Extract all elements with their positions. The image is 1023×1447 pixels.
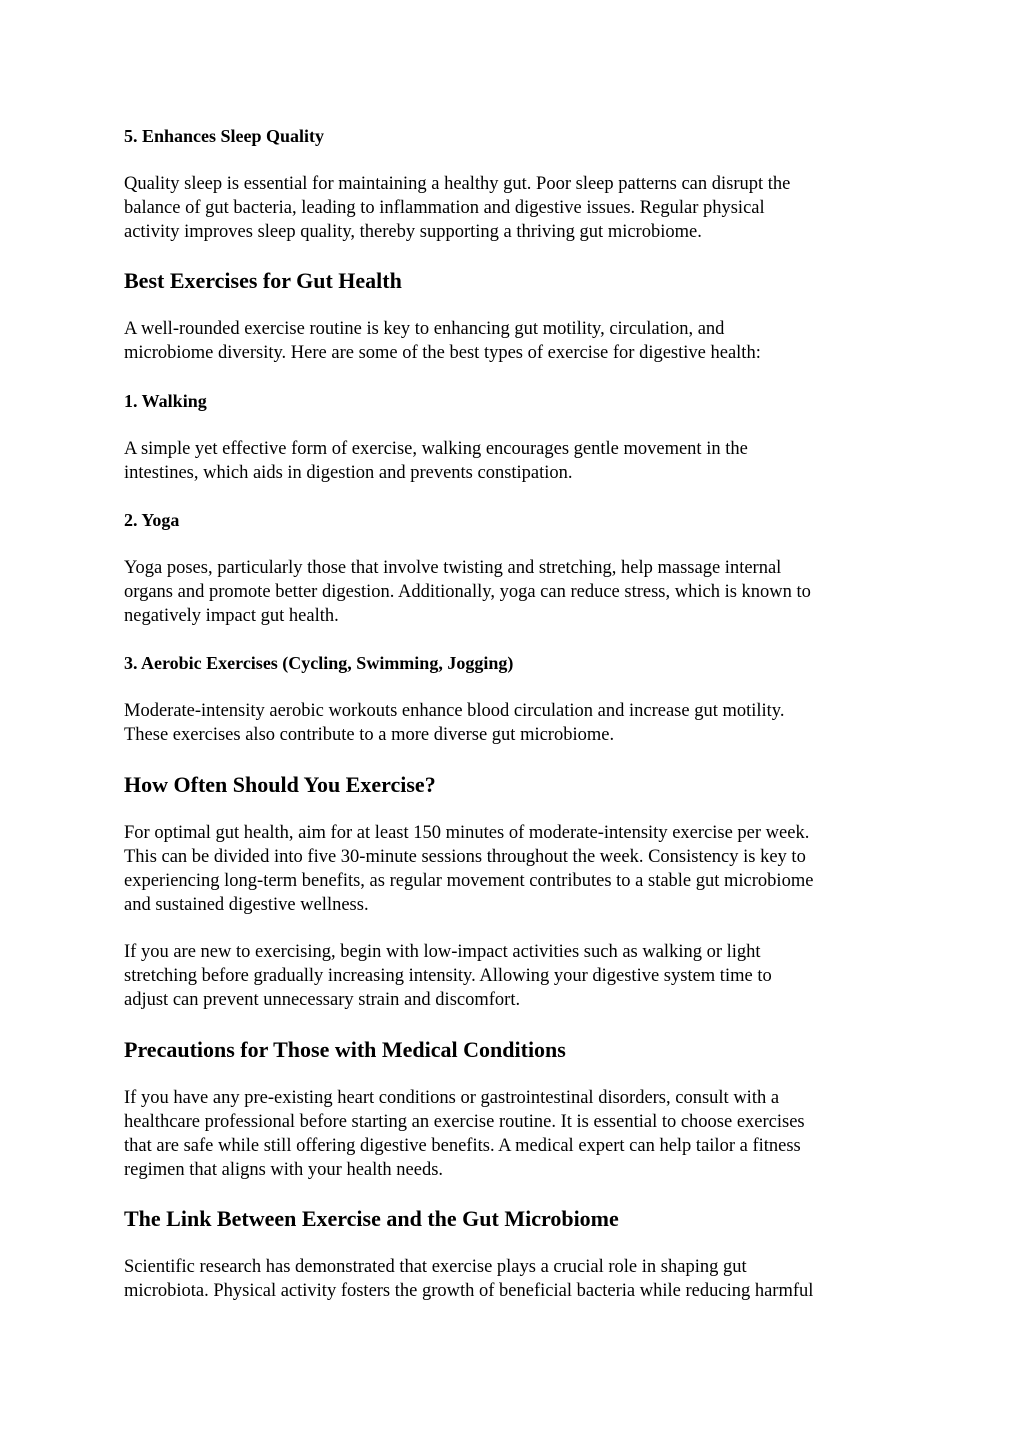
paragraph-line: If you are new to exercising, begin with low-impact activities such as walking or light <box>124 942 761 962</box>
paragraph-line: negatively impact gut health. <box>124 606 339 626</box>
paragraph-line: organs and promote better digestion. Additionally, yoga can reduce stress, which is known to <box>124 582 811 602</box>
paragraph-sleep-quality <box>124 172 904 244</box>
subheading-enhances-sleep-quality: 5. Enhances Sleep Quality <box>124 126 325 146</box>
paragraph-line: If you have any pre-existing heart conditions or gastrointestinal disorders, consult with a <box>124 1088 780 1108</box>
paragraph-line: stretching before gradually increasing intensity. Allowing your digestive system time to <box>124 966 772 986</box>
paragraph-line: regimen that aligns with your health needs. <box>124 1160 444 1180</box>
paragraph-walking <box>124 437 904 485</box>
heading-best-exercises: Best Exercises for Gut Health <box>124 268 402 293</box>
paragraph-line: experiencing long-term benefits, as regular movement contributes to a stable gut microbiome <box>124 871 814 891</box>
paragraph-optimal-gut-health <box>124 821 904 917</box>
paragraph-new-to-exercising <box>124 940 904 1012</box>
paragraph-yoga <box>124 556 904 628</box>
subheading-walking: 1. Walking <box>124 391 207 411</box>
paragraph-line: Scientific research has demonstrated that exercise plays a crucial role in shaping gut <box>124 1257 747 1277</box>
subheading-yoga: 2. Yoga <box>124 510 180 530</box>
paragraph-line: adjust can prevent unnecessary strain and discomfort. <box>124 990 521 1010</box>
heading-precautions: Precautions for Those with Medical Conditions <box>124 1037 566 1062</box>
paragraph-line: intestines, which aids in digestion and prevents constipation. <box>124 463 573 483</box>
paragraph-line: Quality sleep is essential for maintaining a healthy gut. Poor sleep patterns can disrupt the <box>124 174 791 194</box>
paragraph-exercise-routine <box>124 317 904 365</box>
paragraph-line: This can be divided into five 30-minute sessions throughout the week. Consistency is key to <box>124 847 806 867</box>
paragraph-line: Moderate-intensity aerobic workouts enhance blood circulation and increase gut motility. <box>124 701 785 721</box>
paragraph-line: balance of gut bacteria, leading to inflammation and digestive issues. Regular physical <box>124 198 765 218</box>
heading-link-exercise-microbiome: The Link Between Exercise and the Gut Microbiome <box>124 1206 619 1231</box>
paragraph-line: A well-rounded exercise routine is key to enhancing gut motility, circulation, and <box>124 319 725 339</box>
heading-how-often: How Often Should You Exercise? <box>124 772 436 797</box>
paragraph-line: For optimal gut health, aim for at least 150 minutes of moderate-intensity exercise per week. <box>124 823 810 843</box>
subheading-aerobic-exercises: 3. Aerobic Exercises (Cycling, Swimming, Jogging) <box>124 653 514 673</box>
paragraph-line: microbiota. Physical activity fosters the growth of beneficial bacteria while reducing harmful <box>124 1281 814 1301</box>
paragraph-line: Yoga poses, particularly those that involve twisting and stretching, help massage internal <box>124 558 782 578</box>
paragraph-precautions <box>124 1086 904 1182</box>
paragraph-line: A simple yet effective form of exercise, walking encourages gentle movement in the <box>124 439 748 459</box>
paragraph-line: that are safe while still offering digestive benefits. A medical expert can help tailor a fitness <box>124 1136 801 1156</box>
paragraph-scientific-research <box>124 1255 904 1303</box>
paragraph-line: These exercises also contribute to a more diverse gut microbiome. <box>124 725 615 745</box>
paragraph-line: microbiome diversity. Here are some of the best types of exercise for digestive health: <box>124 343 761 363</box>
paragraph-line: healthcare professional before starting an exercise routine. It is essential to choose exercises <box>124 1112 805 1132</box>
paragraph-aerobic <box>124 699 904 747</box>
paragraph-line: and sustained digestive wellness. <box>124 895 369 915</box>
paragraph-line: activity improves sleep quality, thereby supporting a thriving gut microbiome. <box>124 222 702 242</box>
